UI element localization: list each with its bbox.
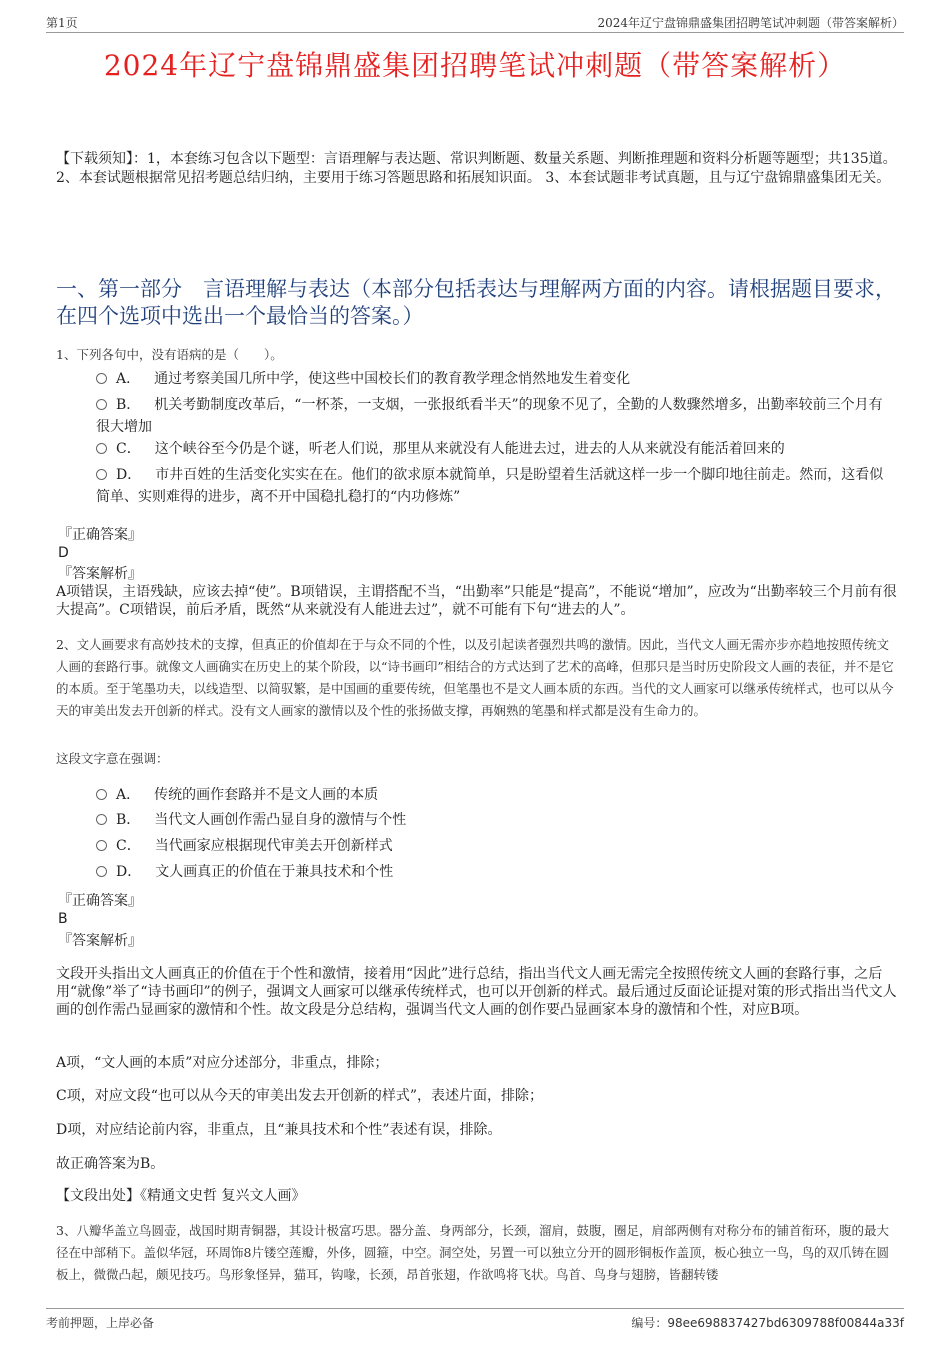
q1-option-c[interactable] <box>96 438 896 460</box>
q2-analysis-paragraph: 故正确答案为B。 <box>56 1156 165 1172</box>
page-number: 第1页 <box>46 16 78 30</box>
footer-divider <box>46 1308 904 1309</box>
radio-icon[interactable] <box>96 840 107 851</box>
option-text: 文人画真正的价值在于兼具技术和个性 <box>155 864 394 880</box>
q1-analysis: A项错误，主语残缺，应该去掉“使”。B项错误，主谓搭配不当，“出勤率”只能是“提高”，不能说“增加”，应改为“出勤率较三个月前有很大提高”。C项错误，前后矛盾，既然“从来就没有人能进去过”，就不可能有下句“进去的人”。 <box>56 584 897 618</box>
radio-icon[interactable] <box>96 373 107 384</box>
option-label: A． <box>116 371 141 387</box>
question-2-prompt: 这段文字意在强调： <box>56 751 169 766</box>
q1-option-b[interactable] <box>96 394 896 438</box>
option-text: 当代文人画创作需凸显自身的激情与个性 <box>154 812 407 828</box>
document-code <box>631 1314 904 1331</box>
option-label: C． <box>116 441 141 457</box>
question-1-stem: 1、下列各句中，没有语病的是（ ）。 <box>56 347 283 362</box>
radio-icon[interactable] <box>96 469 107 480</box>
option-label: B． <box>116 397 141 413</box>
code-value: 98ee698837427bd6309788f00844a33f <box>667 1316 904 1330</box>
q2-analysis-paragraph: A项，“文人画的本质”对应分述部分，非重点，排除； <box>56 1055 389 1071</box>
q2-answer: B <box>58 911 68 927</box>
option-label: A． <box>116 787 141 803</box>
option-label: B． <box>116 812 141 828</box>
q2-option-c[interactable] <box>96 835 896 857</box>
footer-slogan: 考前押题，上岸必备 <box>46 1316 155 1330</box>
q2-source: 【文段出处】《精通文史哲 复兴文人画》 <box>56 1188 306 1204</box>
q2-analysis-paragraph: 文段开头指出文人画真正的价值在于个性和激情，接着用“因此”进行总结，指出当代文人画无需完全按照传统文人画的套路行事，之后用“就像”举了“诗书画印”的例子，强调文人画家可以继承传统样式，也可以开创新的样式。最后通过反面论证提对策的形式指出当代文人画的创作需凸显画家的激情和个性。故文段是分总结构，强调当代文人画的创作要凸显画家本身的激情和个性，对应B项。 <box>56 966 897 1018</box>
q2-analysis-label: 『答案解析』 <box>58 933 142 949</box>
question-3-stem: 3、八瓣华盖立鸟圆壶，战国时期青铜器，其设计极富巧思。器分盖、身两部分，长颈，溜肩，鼓腹，圈足，肩部两侧有对称分布的铺首衔环，腹的最大径在中部稍下。盖似华冠，环周饰8片镂空莲瓣，外侈，圆箍，中空。洞空处，另置一可以独立分开的圆形铜板作盖顶，板心独立一鸟，鸟的双爪铸在圆板上，微微凸起，颇见技巧。鸟形象怪异，猫耳，钩喙，长颈，昂首张翅，作欲鸣将飞状。鸟首、鸟身与翅膀，皆翻转镂 <box>56 1223 889 1282</box>
option-text: 这个峡谷至今仍是个谜，听老人们说，那里从来就没有人能进去过，进去的人从来就没有能活着回来的 <box>154 441 785 457</box>
question-2-stem: 2、文人画要求有高妙技术的支撑，但真正的价值却在于与众不同的个性，以及引起读者强烈共鸣的激情。因此，当代文人画无需亦步亦趋地按照传统文人画的套路行事。就像文人画确实在历史上的某个阶段，以“诗书画印”相结合的方式达到了艺术的高峰，但那只是当时历史阶段文人画的表征，并不是它的本质。至于笔墨功夫，以线造型、以简驭繁，是中国画的重要传统，但笔墨也不是文人画本质的东西。当代的文人画家可以继承传统样式，也可以从今天的审美出发去开创新的样式。没有文人画家的激情以及个性的张扬做支撑，再娴熟的笔墨和样式都是没有生命力的。 <box>56 637 894 718</box>
download-notice: 【下载须知】：1，本套练习包含以下题型：言语理解与表达题、常识判断题、数量关系题、判断推理题和资料分析题等题型；共135道。 2、本套试题根据常见招考题总结归纳，主要用于练习答题思路和拓展知识面。 3、本套试题非考试真题，且与辽宁盘锦鼎盛集团无关。 <box>56 151 897 186</box>
option-text: 通过考察美国几所中学，使这些中国校长们的教育教学理念悄然地发生着变化 <box>154 371 631 387</box>
q2-analysis-paragraph: D项，对应结论前内容，非重点，且“兼具技术和个性”表述有误，排除。 <box>56 1122 502 1138</box>
q2-analysis-paragraph: C项，对应文段“也可以从今天的审美出发去开创新的样式”，表述片面，排除； <box>56 1088 544 1104</box>
q1-option-a[interactable] <box>96 368 896 390</box>
radio-icon[interactable] <box>96 866 107 877</box>
radio-icon[interactable] <box>96 814 107 825</box>
code-label: 编号： <box>631 1316 668 1330</box>
q2-correct-answer-label: 『正确答案』 <box>58 893 142 909</box>
option-label: D． <box>116 467 142 483</box>
option-label: C． <box>116 838 141 854</box>
q2-option-a[interactable] <box>96 784 896 806</box>
radio-icon[interactable] <box>96 443 107 454</box>
radio-icon[interactable] <box>96 399 107 410</box>
q1-correct-answer-label: 『正确答案』 <box>58 527 142 543</box>
running-title: 2024年辽宁盘锦鼎盛集团招聘笔试冲刺题（带答案解析） <box>597 16 904 30</box>
q1-analysis-label: 『答案解析』 <box>58 566 142 582</box>
option-text: 传统的画作套路并不是文人画的本质 <box>154 787 379 803</box>
section-heading: 一、第一部分 言语理解与表达（本部分包括表达与理解两方面的内容。请根据题目要求，在四个选项中选出一个最恰当的答案。） <box>56 277 896 328</box>
option-text: 机关考勤制度改革后，“一杯茶，一支烟，一张报纸看半天”的现象不见了，全勤的人数骤然增多，出勤率较前三个月有很大增加 <box>96 397 883 435</box>
radio-icon[interactable] <box>96 789 107 800</box>
page-title: 2024年辽宁盘锦鼎盛集团招聘笔试冲刺题（带答案解析） <box>103 49 847 82</box>
option-label: D． <box>116 864 142 880</box>
q2-option-b[interactable] <box>96 809 896 831</box>
q1-answer: D <box>58 545 69 561</box>
header-divider <box>46 32 904 33</box>
q2-option-d[interactable] <box>96 861 896 883</box>
option-text: 当代画家应根据现代审美去开创新样式 <box>154 838 393 854</box>
q1-option-d[interactable] <box>96 464 896 508</box>
option-text: 市井百姓的生活变化实实在在。他们的欲求原本就简单，只是盼望着生活就这样一步一个脚印地往前走。然而，这看似简单、实则难得的进步，离不开中国稳扎稳打的“内功修炼” <box>96 467 884 505</box>
